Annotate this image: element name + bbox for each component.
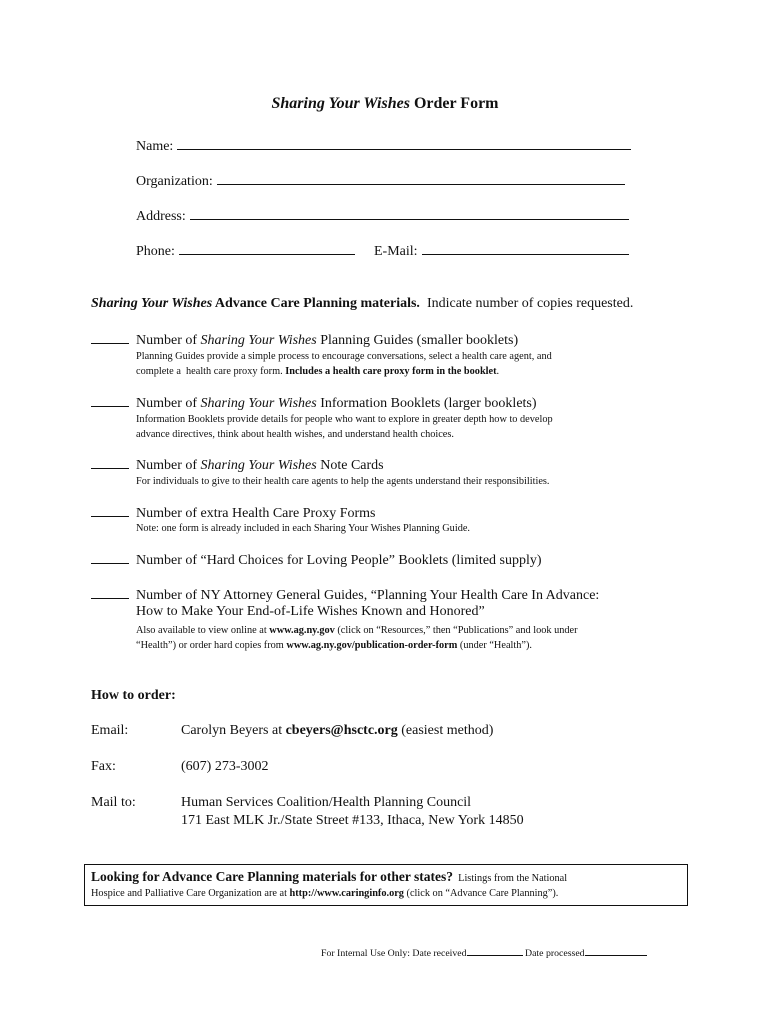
other-states-box: Looking for Advance Care Planning materials for other states? Listings from the National Hospice and Palliative Care Organization are at http://www.caringinfo.org (click on “Advance Care Planning”). bbox=[84, 864, 688, 906]
quantity-blank[interactable] bbox=[91, 331, 129, 344]
organization-line[interactable] bbox=[217, 172, 625, 185]
date-processed-line[interactable] bbox=[585, 946, 647, 956]
phone-line[interactable] bbox=[179, 242, 355, 255]
name-label: Name: bbox=[136, 139, 174, 154]
item-planning-guides: Number of Sharing Your Wishes Planning Guides (smaller booklets) bbox=[91, 331, 518, 349]
quantity-blank[interactable] bbox=[91, 456, 129, 469]
fax-label: Fax: bbox=[91, 759, 116, 774]
page-title: Sharing Your Wishes Order Form bbox=[271, 95, 499, 112]
item-description: complete a health care proxy form. Includes a health care proxy form in the booklet. bbox=[136, 366, 500, 377]
email-order-label: Email: bbox=[91, 723, 129, 738]
how-to-order-heading: How to order: bbox=[91, 688, 176, 703]
phone-label: Phone: bbox=[136, 244, 175, 259]
item-description: “Health”) or order hard copies from www.ag.ny.gov/publication-order-form (under “Health”). bbox=[136, 640, 532, 651]
item-subtitle: How to Make Your End-of-Life Wishes Known and Honored” bbox=[136, 604, 485, 619]
quantity-blank[interactable] bbox=[91, 504, 129, 517]
quantity-blank[interactable] bbox=[91, 551, 129, 564]
email-label: E-Mail: bbox=[374, 244, 418, 259]
email-field[interactable] bbox=[374, 242, 629, 260]
item-description: Note: one form is already included in each Sharing Your Wishes Planning Guide. bbox=[136, 523, 470, 534]
quantity-blank[interactable] bbox=[91, 586, 129, 599]
quantity-blank[interactable] bbox=[91, 394, 129, 407]
address-label: Address: bbox=[136, 209, 186, 224]
address-field[interactable] bbox=[136, 207, 629, 225]
caringinfo-link[interactable]: http://www.caringinfo.org bbox=[289, 888, 404, 899]
email-order-value: Carolyn Beyers at cbeyers@hsctc.org (easiest method) bbox=[181, 723, 494, 738]
item-attorney-general-guides: Number of NY Attorney General Guides, “Planning Your Health Care In Advance: bbox=[91, 586, 599, 604]
item-information-booklets: Number of Sharing Your Wishes Information Booklets (larger booklets) bbox=[91, 394, 537, 412]
name-line[interactable] bbox=[177, 137, 631, 150]
mail-label: Mail to: bbox=[91, 795, 136, 810]
organization-field[interactable] bbox=[136, 172, 625, 190]
mail-address-line2: 171 East MLK Jr./State Street #133, Ithaca, New York 14850 bbox=[181, 813, 524, 828]
item-note-cards: Number of Sharing Your Wishes Note Cards bbox=[91, 456, 384, 474]
item-description: Planning Guides provide a simple process to encourage conversations, select a health care agent, and bbox=[136, 351, 552, 362]
item-description: Information Booklets provide details for people who want to explore in greater depth how to develop bbox=[136, 414, 553, 425]
item-hard-choices: Number of “Hard Choices for Loving People” Booklets (limited supply) bbox=[91, 551, 542, 569]
email-line[interactable] bbox=[422, 242, 629, 255]
address-line[interactable] bbox=[190, 207, 629, 220]
phone-field[interactable] bbox=[136, 242, 355, 260]
item-proxy-forms: Number of extra Health Care Proxy Forms bbox=[91, 504, 376, 522]
item-description: advance directives, think about health wishes, and understand health choices. bbox=[136, 429, 454, 440]
mail-address-line1: Human Services Coalition/Health Planning Council bbox=[181, 795, 472, 810]
internal-use-footer: For Internal Use Only: Date received Date processed bbox=[321, 946, 647, 959]
materials-intro: Sharing Your Wishes Advance Care Planning materials. Indicate number of copies requested. bbox=[91, 296, 634, 311]
name-field[interactable] bbox=[136, 137, 631, 155]
item-description: Also available to view online at www.ag.ny.gov (click on “Resources,” then “Publications” and look under bbox=[136, 625, 578, 636]
other-states-heading: Looking for Advance Care Planning materials for other states? bbox=[91, 869, 453, 884]
date-received-line[interactable] bbox=[467, 946, 523, 956]
item-description: For individuals to give to their health care agents to help the agents understand their responsibilities. bbox=[136, 476, 550, 487]
organization-label: Organization: bbox=[136, 174, 213, 189]
fax-value: (607) 273-3002 bbox=[181, 759, 269, 774]
email-link[interactable]: cbeyers@hsctc.org bbox=[285, 723, 398, 738]
